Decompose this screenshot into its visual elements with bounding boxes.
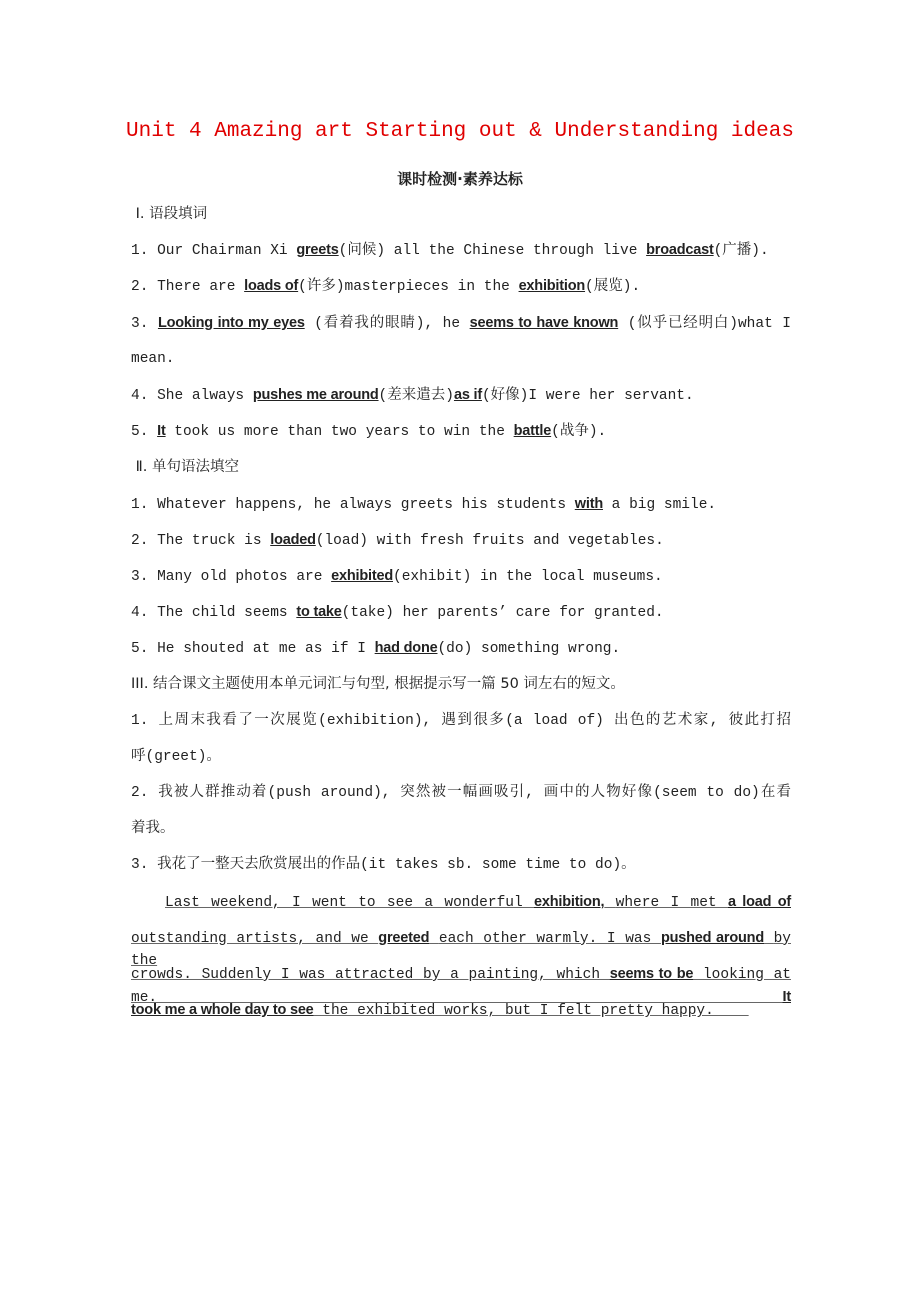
line-text: 3. 我花了一整天去欣赏展出的作品(it takes sb. some time to do)。: [131, 857, 636, 874]
answer-text: with: [574, 495, 603, 512]
answer-text: loads of: [244, 278, 299, 295]
line-text: (do) something wrong.: [437, 641, 621, 658]
exercise-line: [131, 239, 791, 275]
answer-text: loaded: [270, 531, 316, 548]
line-text: (战争).: [551, 424, 607, 441]
line-text: III. 结合课文主题使用本单元词汇与句型, 根据提示写一篇 50 词左右的短文。: [131, 676, 625, 693]
answer-text: as if: [453, 386, 482, 403]
line-text: 2. 我被人群推动着(push around), 突然被一幅画吸引, 画中的人物好像(seem to do)在看: [131, 785, 791, 801]
line-text: where I met: [615, 894, 728, 911]
answer-text: to take: [296, 604, 342, 621]
line-text: each other warmly. I was: [438, 930, 661, 947]
exercise-line: [131, 565, 791, 601]
line-text: 5. He shouted at me as if I: [131, 641, 375, 658]
line-text: 1. 上周末我看了一次展览(exhibition), 遇到很多(a load of) 出色的艺术家, 彼此打招: [131, 712, 791, 729]
line-text: (似乎已经明白)what I: [627, 315, 792, 332]
line-text: crowds. Suddenly I was attracted by a painting, which: [131, 966, 610, 983]
answer-text: exhibited: [331, 567, 393, 584]
line-text: (许多)masterpieces in the: [298, 279, 519, 296]
line-text: 2. There are: [131, 279, 245, 296]
line-text: (take) her parents’ care for granted.: [341, 605, 664, 622]
exercise-line: [131, 818, 791, 854]
exercise-line: [131, 420, 791, 456]
line-text: 5.: [131, 424, 158, 441]
answer-paragraph-line: [131, 891, 791, 927]
answer-text: took me a whole day to see: [131, 1002, 314, 1019]
document-title: Unit 4 Amazing art Starting out & Understanding ideas: [126, 120, 794, 143]
line-text: (广播).: [713, 243, 769, 260]
section-heading: [131, 673, 791, 709]
line-text: mean.: [131, 350, 175, 367]
document-body: [131, 203, 791, 1035]
section-heading: [131, 203, 791, 239]
answer-text: broadcast: [646, 242, 714, 259]
line-text: a big smile.: [602, 496, 717, 513]
line-text: looking at me.: [131, 966, 791, 1006]
line-text: the exhibited works, but I felt pretty happy.: [313, 1003, 749, 1020]
answer-text: seems to be: [609, 965, 694, 982]
answer-text: greets: [296, 242, 339, 259]
line-text: 4. The child seems: [131, 605, 297, 622]
answer-text: It: [157, 423, 166, 440]
line-text: 1. Our Chairman Xi: [131, 243, 297, 260]
line-text: (展览).: [585, 279, 641, 296]
answer-text: Looking into my eyes: [157, 314, 305, 331]
exercise-line: [131, 601, 791, 637]
line-text: Ⅱ. 单句语法填空: [131, 459, 239, 476]
exercise-line: [131, 782, 791, 818]
line-text: (exhibit) in the local museums.: [393, 568, 663, 585]
exercise-line: [131, 710, 791, 746]
exercise-line: [131, 637, 791, 673]
answer-paragraph-line: [131, 927, 791, 969]
exercise-line: [131, 275, 791, 311]
line-text: Ⅰ. 语段填词: [131, 206, 208, 222]
line-text: (好像)I were her servant.: [481, 387, 694, 404]
answer-text: a load of: [727, 893, 791, 910]
answer-text: pushed around: [660, 929, 764, 946]
exercise-line: [131, 854, 791, 890]
answer-paragraph-line: [131, 999, 791, 1035]
line-text: (看着我的眼睛), he: [314, 315, 470, 332]
answer-text: exhibition,: [534, 893, 605, 910]
document-subtitle: 课时检测·素养达标: [397, 170, 523, 188]
line-text: outstanding artists, and we: [131, 930, 379, 947]
line-text: 3.: [131, 315, 158, 332]
line-text: 2. The truck is: [131, 532, 271, 549]
line-text: by the: [131, 930, 791, 969]
section-heading: [131, 456, 791, 492]
answer-text: had done: [374, 640, 438, 657]
line-text: Last weekend, I went to see a wonderful: [165, 894, 535, 911]
line-text: (问候) all the Chinese through live: [338, 243, 647, 260]
line-text: 着我。: [131, 821, 175, 838]
exercise-line: [131, 348, 791, 384]
line-text: took us more than two years to win the: [165, 424, 514, 441]
line-text: 1. Whatever happens, he always greets his students: [131, 496, 575, 513]
line-text: (load) with fresh fruits and vegetables.: [315, 532, 664, 549]
line-text: 3. Many old photos are: [131, 568, 332, 585]
exercise-line: [131, 529, 791, 565]
answer-text: exhibition: [518, 278, 586, 295]
answer-text: battle: [513, 423, 552, 440]
answer-paragraph-line: [131, 963, 791, 1006]
answer-text: It: [782, 988, 791, 1005]
line-text: (差来遣去): [378, 387, 454, 404]
exercise-line: [131, 312, 791, 348]
answer-text: greeted: [378, 929, 430, 946]
answer-text: seems to have known: [469, 314, 619, 331]
exercise-line: [131, 384, 791, 420]
line-text: 4. She always: [131, 387, 253, 404]
line-text: 呼(greet)。: [131, 748, 221, 765]
exercise-line: [131, 746, 791, 782]
answer-text: pushes me around: [252, 386, 379, 403]
exercise-line: [131, 493, 791, 529]
